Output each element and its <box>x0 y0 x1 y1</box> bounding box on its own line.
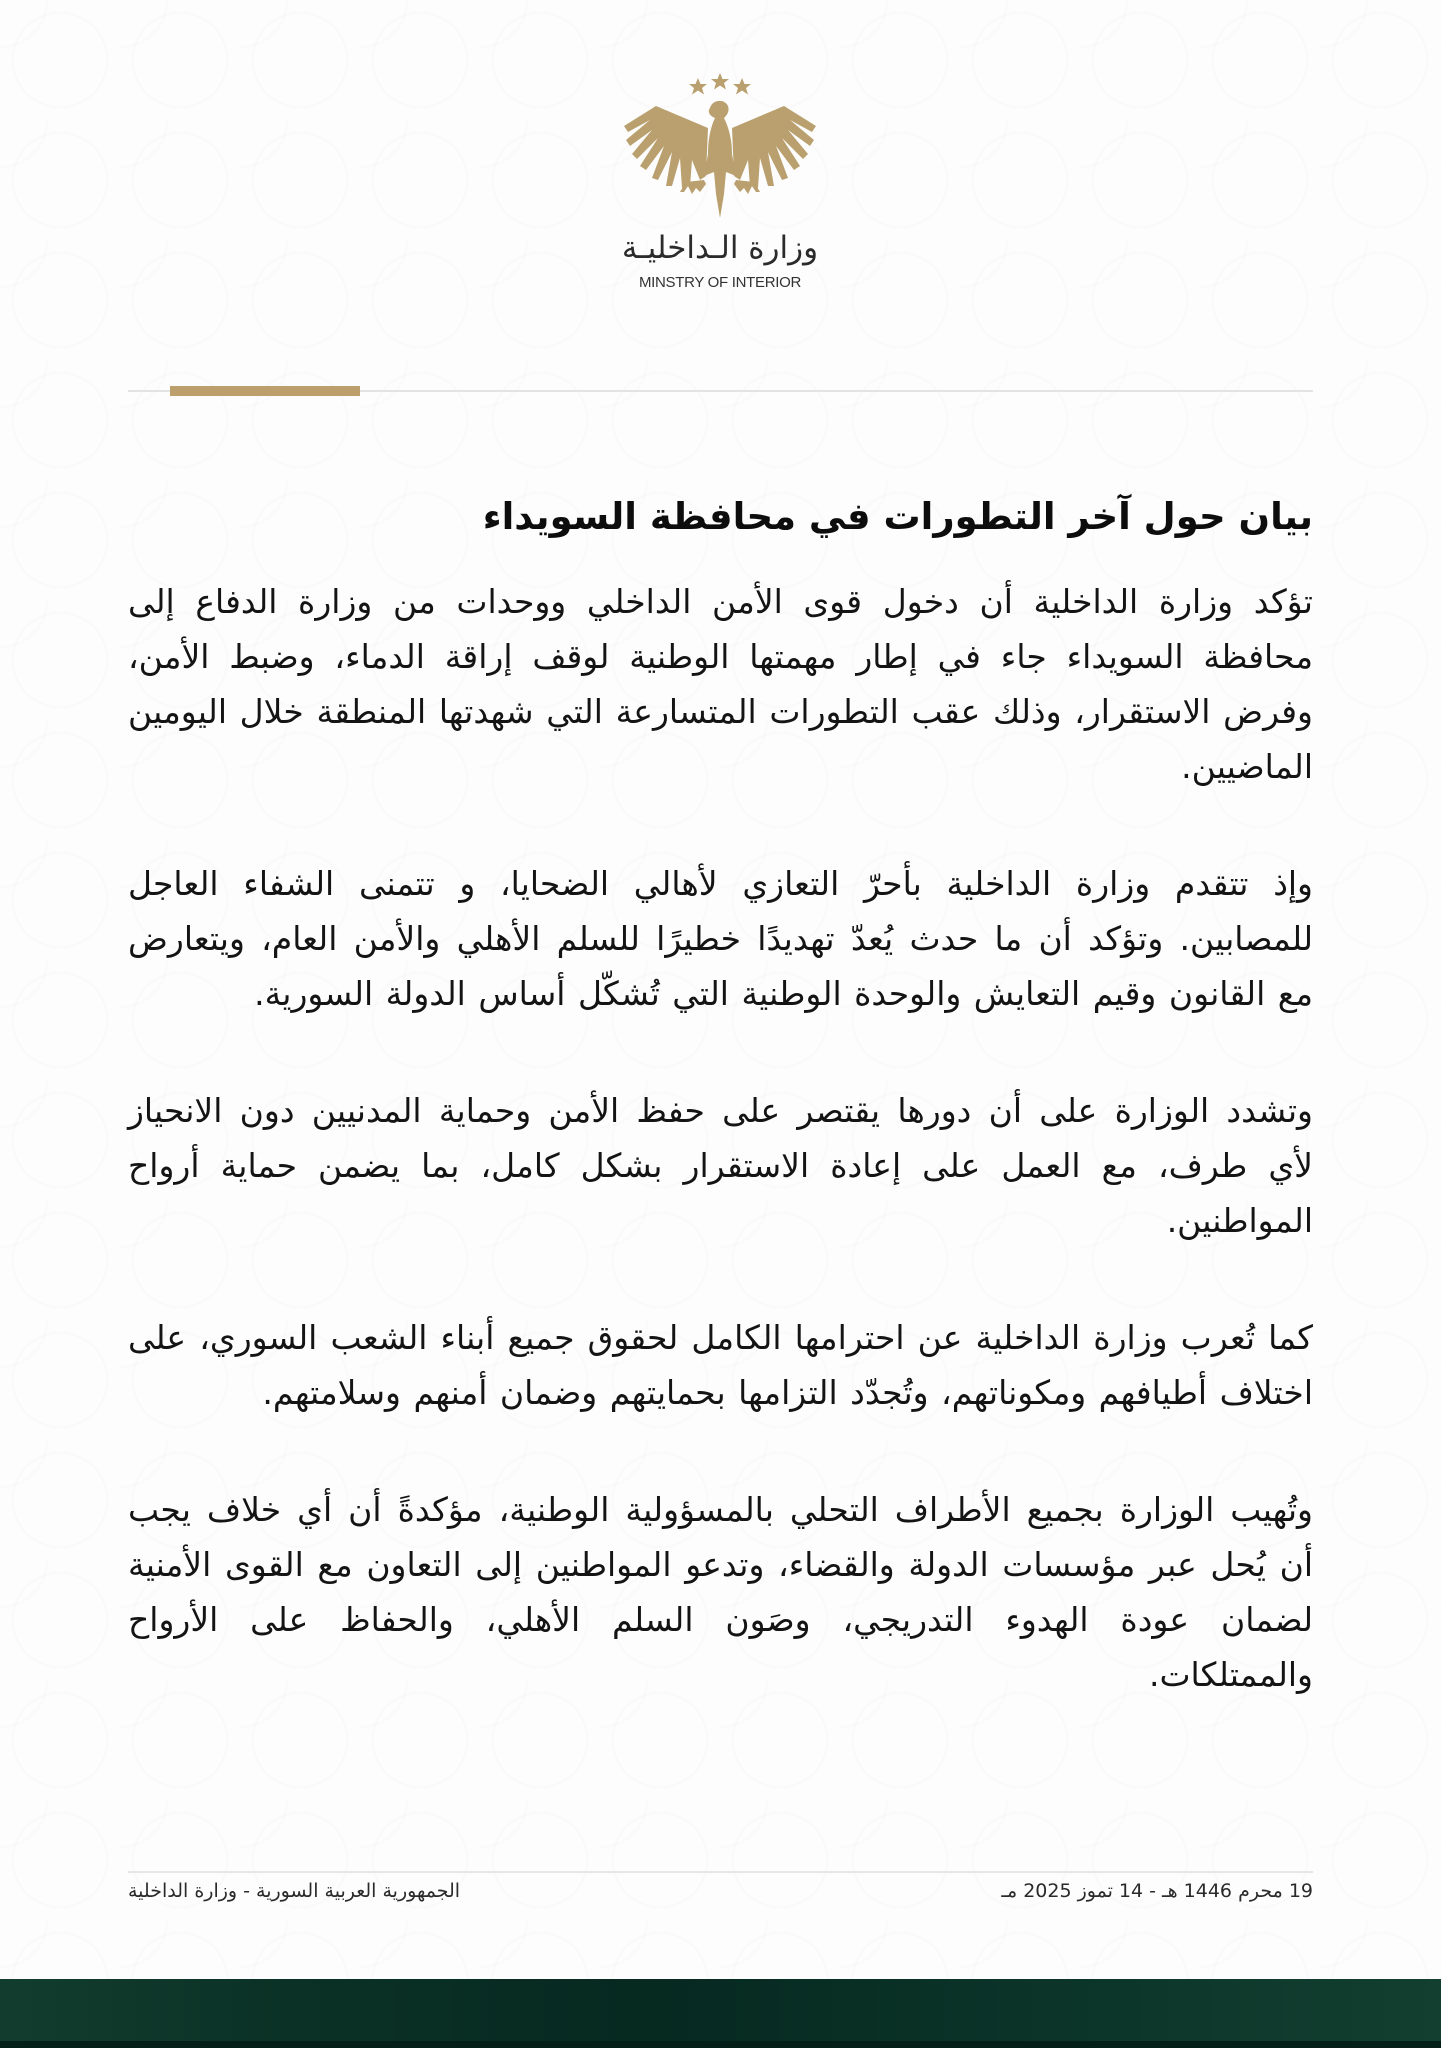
footer-band-edge <box>0 2041 1441 2048</box>
ministry-name-english: MINSTRY OF INTERIOR <box>638 274 802 291</box>
paragraph: تؤكد وزارة الداخلية أن دخول قوى الأمن الداخلي ووحدات من وزارة الدفاع إلى محافظة السويداء جاء في إطار مهمتها الوطنية لوقف إراقة الدماء، وضبط الأمن، وفرض الاستقرار، وذلك عقب التطورات المتسارعة التي شهدتها المنطقة خلال اليومين الماضيين. <box>128 582 1313 786</box>
gold-accent-bar <box>170 386 360 396</box>
star-icon <box>711 73 729 90</box>
statement-body <box>128 574 1313 1764</box>
ministry-name-arabic: وزارة الـداخليـة <box>621 230 819 266</box>
paragraph: وإذ تتقدم وزارة الداخلية بأحرّ التعازي لأهالي الضحايا، و تتمنى الشفاء العاجل للمصابين. وتؤكد أن ما حدث يُعدّ تهديدًا خطيرًا للسلم الأهلي والأمن العام، ويتعارض مع القانون وقيم التعايش والوحدة الوطنية التي تُشكّل أساس الدولة السورية. <box>128 864 1313 1013</box>
ministry-logo <box>600 62 840 302</box>
statement-title: بيان حول آخر التطورات في محافظة السويداء <box>482 494 1313 538</box>
footer-green-band <box>0 1979 1441 2048</box>
paragraph: كما تُعرب وزارة الداخلية عن احترامها الكامل لحقوق جميع أبناء الشعب السوري، على اختلاف أطيافهم ومكوناتهم، وتُجدّد التزامها بحمايتهم وضمان أمنهم وسلامتهم. <box>128 1318 1313 1412</box>
issuing-organization: الجمهورية العربية السورية - وزارة الداخلية <box>128 1880 461 1902</box>
paragraph: وتشدد الوزارة على أن دورها يقتصر على حفظ الأمن وحماية المدنيين دون الانحياز لأي طرف، مع العمل على إعادة الاستقرار بشكل كامل، بما يضمن حماية أرواح المواطنين. <box>128 1091 1313 1240</box>
paragraph: وتُهيب الوزارة بجميع الأطراف التحلي بالمسؤولية الوطنية، مؤكدةً أن أي خلاف يجب أن يُحل عبر مؤسسات الدولة والقضاء، وتدعو المواطنين إلى التعاون مع القوى الأمنية لضمان عودة الهدوء التدريجي، وصَون السلم الأهلي، والحفاظ على الأرواح والممتلكات. <box>128 1490 1313 1694</box>
footer-divider <box>128 1871 1313 1873</box>
star-icon <box>733 78 751 95</box>
star-icon <box>689 78 707 95</box>
statement-date: 19 محرم 1446 هـ - 14 تموز 2025 مـ <box>1001 1880 1313 1902</box>
eagle-with-three-stars-icon <box>620 68 820 228</box>
